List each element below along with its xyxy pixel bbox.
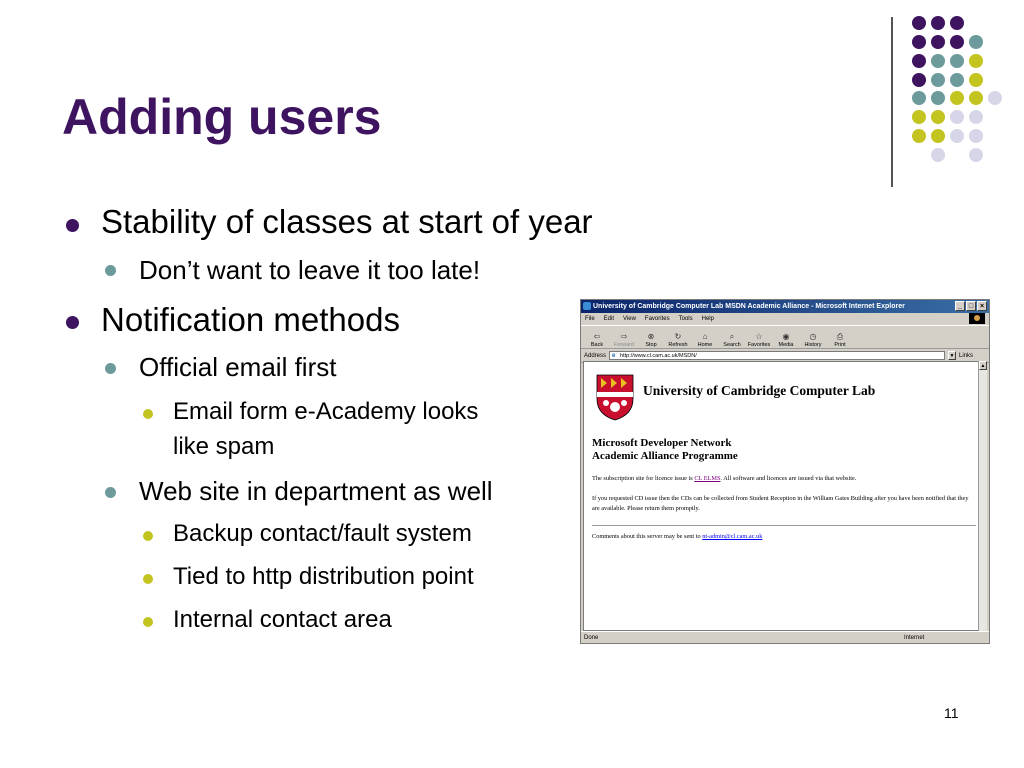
decorative-dot xyxy=(931,73,945,87)
web-page-content xyxy=(583,361,980,631)
browser-title: University of Cambridge Computer Lab MSDN Academic Alliance - Microsoft Internet Explorer xyxy=(593,303,905,310)
menu-edit[interactable]: Edit xyxy=(603,316,615,322)
media-button[interactable]: ◉ Media xyxy=(778,332,794,348)
close-icon[interactable]: × xyxy=(977,301,987,311)
email-link[interactable]: nt-admin@cl.cam.ac.uk xyxy=(702,533,763,540)
toolbar xyxy=(581,325,989,349)
decorative-dot xyxy=(950,129,964,143)
browser-title-bar xyxy=(581,300,989,313)
bullet-text: Notification methods xyxy=(101,301,400,338)
menu-file[interactable]: File xyxy=(585,316,595,322)
decorative-dot xyxy=(931,91,945,105)
bullet-text: Official email first xyxy=(139,352,337,382)
favorites-icon: ☆ xyxy=(755,332,763,341)
bullet-marker xyxy=(66,316,79,329)
page-paragraph: The subscription site for licence issue is CL ELMS. All software and licences are issued via that website. xyxy=(592,475,857,482)
decorative-dot xyxy=(912,35,926,49)
bullet-text: Internal contact area xyxy=(173,606,392,633)
menu-help[interactable]: Help xyxy=(701,316,714,322)
decorative-dot xyxy=(969,35,983,49)
media-icon: ◉ xyxy=(782,332,790,341)
decorative-dot xyxy=(969,54,983,68)
decorative-dot xyxy=(950,110,964,124)
vertical-divider xyxy=(891,17,893,187)
menu-bar xyxy=(581,313,989,325)
back-arrow-icon: ⇦ xyxy=(593,332,601,341)
minimize-icon[interactable]: _ xyxy=(955,301,965,311)
decorative-dot xyxy=(950,16,964,30)
bullet-marker xyxy=(143,409,153,419)
decorative-dot xyxy=(931,54,945,68)
links-button[interactable]: Links xyxy=(959,352,974,359)
stop-icon: ⊗ xyxy=(647,332,655,341)
cambridge-crest-icon xyxy=(595,373,635,421)
refresh-icon: ↻ xyxy=(674,332,682,341)
address-input[interactable]: e http://www.cl.cam.ac.uk/MSDN/ xyxy=(609,351,945,360)
bullet-marker xyxy=(105,265,116,276)
decorative-dot xyxy=(969,148,983,162)
history-icon: ◷ xyxy=(809,332,817,341)
decorative-dot xyxy=(950,54,964,68)
bullet-marker xyxy=(143,617,153,627)
forward-arrow-icon: ⇨ xyxy=(620,332,628,341)
decorative-dot xyxy=(912,54,926,68)
ie-logo-icon xyxy=(583,302,591,310)
decorative-dot xyxy=(912,110,926,124)
print-icon: ⎙ xyxy=(836,332,844,341)
search-icon: ⌕ xyxy=(729,332,735,341)
bullet-text: Tied to http distribution point xyxy=(173,563,474,590)
bullet-marker xyxy=(105,363,116,374)
decorative-dot xyxy=(931,110,945,124)
back-button[interactable]: ⇦ Back xyxy=(590,332,604,348)
menu-tools[interactable]: Tools xyxy=(678,316,693,322)
internet-zone: Internet xyxy=(904,635,925,641)
forward-button[interactable]: ⇨ Forward xyxy=(613,332,635,348)
search-button[interactable]: ⌕ Search xyxy=(723,332,741,348)
bullet-text: Don’t want to leave it too late! xyxy=(139,255,481,285)
address-label: Address xyxy=(584,352,607,359)
decorative-dot xyxy=(969,110,983,124)
bullet-text: Web site in department as well xyxy=(139,476,493,506)
bullet-marker xyxy=(143,531,153,541)
decorative-dot xyxy=(950,91,964,105)
slide-title: Adding users xyxy=(62,89,382,145)
bullet-text-continued: like spam xyxy=(173,433,275,460)
decorative-dot xyxy=(988,91,1002,105)
stop-button[interactable]: ⊗ Stop xyxy=(645,332,657,348)
bullet-marker xyxy=(66,219,79,232)
browser-window xyxy=(580,299,990,644)
scroll-up-icon[interactable]: ▲ xyxy=(980,363,986,369)
bullet-marker xyxy=(143,574,153,584)
bullet-text: Email form e-Academy looks xyxy=(173,398,479,425)
menu-favorites[interactable]: Favorites xyxy=(644,316,670,322)
address-dropdown-icon[interactable]: ▼ xyxy=(949,353,955,359)
page-number: 11 xyxy=(944,705,959,721)
decorative-dot xyxy=(950,35,964,49)
page-subheading: Microsoft Developer Network xyxy=(592,437,732,449)
decorative-dot xyxy=(950,73,964,87)
decorative-dot xyxy=(931,148,945,162)
page-heading: University of Cambridge Computer Lab xyxy=(643,383,876,398)
decorative-dot xyxy=(912,16,926,30)
window-controls xyxy=(955,301,987,311)
bullet-text: Backup contact/fault system xyxy=(173,520,472,547)
status-text: Done xyxy=(584,635,599,641)
decorative-dot xyxy=(912,129,926,143)
home-icon: ⌂ xyxy=(702,332,708,341)
bullet-marker xyxy=(105,487,116,498)
page-paragraph: Comments about this server may be sent to nt-admin@cl.cam.ac.uk xyxy=(592,533,763,540)
home-button[interactable]: ⌂ Home xyxy=(697,332,713,348)
favorites-button[interactable]: ☆ Favorites xyxy=(747,332,771,348)
decorative-dot xyxy=(931,129,945,143)
history-button[interactable]: ◷ History xyxy=(804,332,822,348)
maximize-icon[interactable]: □ xyxy=(966,301,976,311)
decorative-dot xyxy=(969,129,983,143)
vertical-scrollbar[interactable] xyxy=(978,361,987,631)
page-subheading: Academic Alliance Programme xyxy=(592,450,738,462)
menu-view[interactable]: View xyxy=(623,316,636,322)
horizontal-rule xyxy=(592,525,976,526)
refresh-button[interactable]: ↻ Refresh xyxy=(668,332,688,348)
decorative-dot xyxy=(912,91,926,105)
status-bar xyxy=(581,631,989,643)
decorative-dot xyxy=(969,91,983,105)
print-button[interactable]: ⎙ Print xyxy=(834,332,846,348)
decorative-dot xyxy=(931,35,945,49)
decorative-dot xyxy=(969,73,983,87)
cl-elms-link[interactable]: CL ELMS xyxy=(694,475,721,482)
windows-logo-icon xyxy=(969,313,985,324)
page-paragraph: If you requested CD issue then the CDs can be collected from Student Reception in the William Gates Building after you have been notified that they are available. Please return them promptly. xyxy=(592,495,969,512)
decorative-dot xyxy=(912,73,926,87)
decorative-dot xyxy=(931,16,945,30)
bullet-text: Stability of classes at start of year xyxy=(101,203,593,240)
